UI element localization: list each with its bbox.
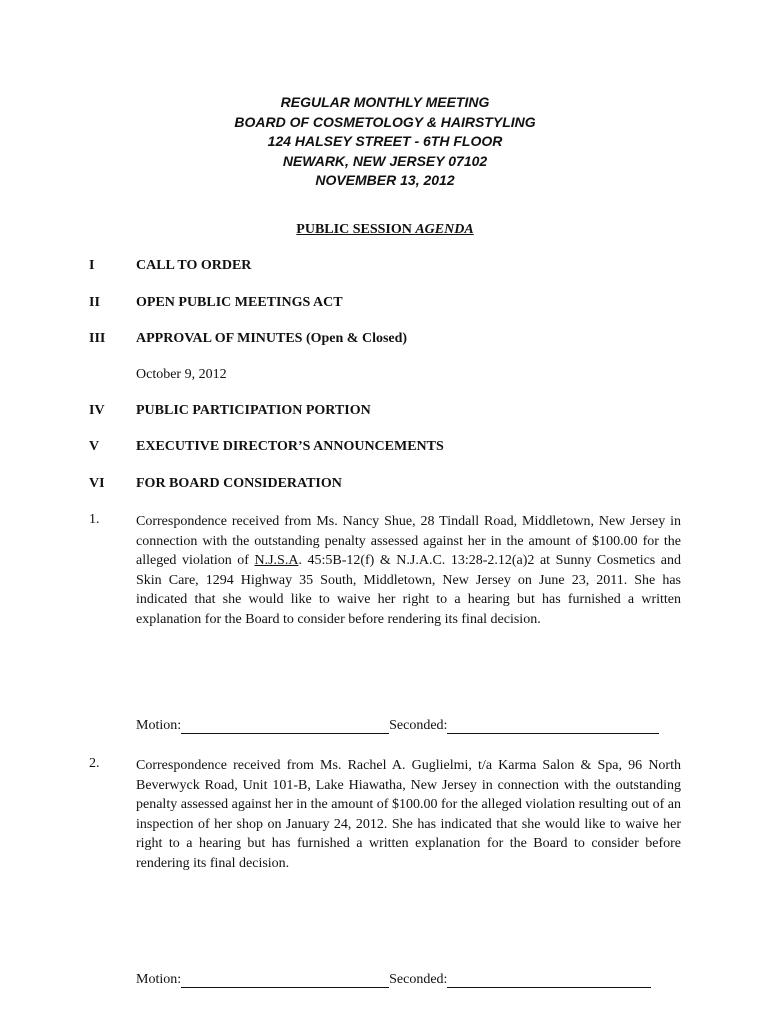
seconded-label: Seconded: <box>389 972 448 987</box>
agenda-title <box>0 222 770 238</box>
section-label: CALL TO ORDER <box>136 258 252 273</box>
section-number: IV <box>89 403 105 418</box>
motion-label: Motion: <box>136 972 182 987</box>
section-number: VI <box>89 476 105 491</box>
section-label: OPEN PUBLIC MEETINGS ACT <box>136 295 343 310</box>
section-number: III <box>89 331 106 346</box>
seconded-blank[interactable] <box>447 721 659 734</box>
item-number: 1. <box>89 512 100 527</box>
section-label: FOR BOARD CONSIDERATION <box>136 476 342 491</box>
city-state-zip: NEWARK, NEW JERSEY 07102 <box>282 152 488 169</box>
item-text <box>136 512 681 629</box>
meeting-date: NOVEMBER 13, 2012 <box>315 172 455 188</box>
meeting-header <box>0 93 770 191</box>
section-number: I <box>89 258 95 273</box>
section-label: PUBLIC PARTICIPATION PORTION <box>136 403 371 418</box>
street-address: 124 HALSEY STREET - 6TH FLOOR <box>267 133 503 149</box>
minutes-date: October 9, 2012 <box>136 367 227 382</box>
section-number: II <box>89 295 100 310</box>
section-label: EXECUTIVE DIRECTOR’S ANNOUNCEMENTS <box>136 439 444 454</box>
item-text: Correspondence received from Ms. Rachel A. Guglielmi, t/a Karma Salon & Spa, 96 North Beverwyck Road, Unit 101-B, Lake Hiawatha, New Jersey in connection with the outstanding penalty assessed against her in the amount of $100.00 for the alleged violation resulting out of an inspection of her shop on January 24, 2012. She has indicated that she would like to waive her right to a hearing but has furnished a written explanation for the Board to consider before rendering its final decision. <box>136 758 681 871</box>
item-number: 2. <box>89 756 100 771</box>
item-text-part: . 45:5B-12(f) & N.J.A.C. 13:28-2.12(a)2 at Sunny Cosmetics and Skin Care, 1294 Highway 35 South, Middletown, New Jersey on June 23, 2011. She has indicated that she would like to waive her right to a hearing but has furnished a written explanation for the Board to consider before rendering its final decision. <box>136 553 682 627</box>
motion-blank[interactable] <box>181 721 389 734</box>
motion-blank[interactable] <box>181 975 389 988</box>
item-text-part: Correspondence received from Ms. Nancy Shue, 28 Tindall Road, Middletown, New Jersey in connection with the outstanding penalty assessed against her in the amount of $100.00 for the alleged violation of <box>136 514 681 568</box>
seconded-label: Seconded: <box>389 718 448 733</box>
motion-line-2 <box>136 972 651 988</box>
board-name: BOARD OF COSMETOLOGY & HAIRSTYLING <box>234 113 536 130</box>
motion-line-1 <box>136 718 659 734</box>
motion-label: Motion: <box>136 718 182 733</box>
agenda-title-prefix: PUBLIC SESSION <box>296 222 416 237</box>
section-number: V <box>89 439 100 454</box>
section-label: APPROVAL OF MINUTES (Open & Closed) <box>136 331 408 346</box>
seconded-blank[interactable] <box>447 975 651 988</box>
statute-citation: N.J.S.A <box>254 553 299 568</box>
meeting-title: REGULAR MONTHLY MEETING <box>280 94 490 110</box>
agenda-title-italic: AGENDA <box>415 222 474 237</box>
